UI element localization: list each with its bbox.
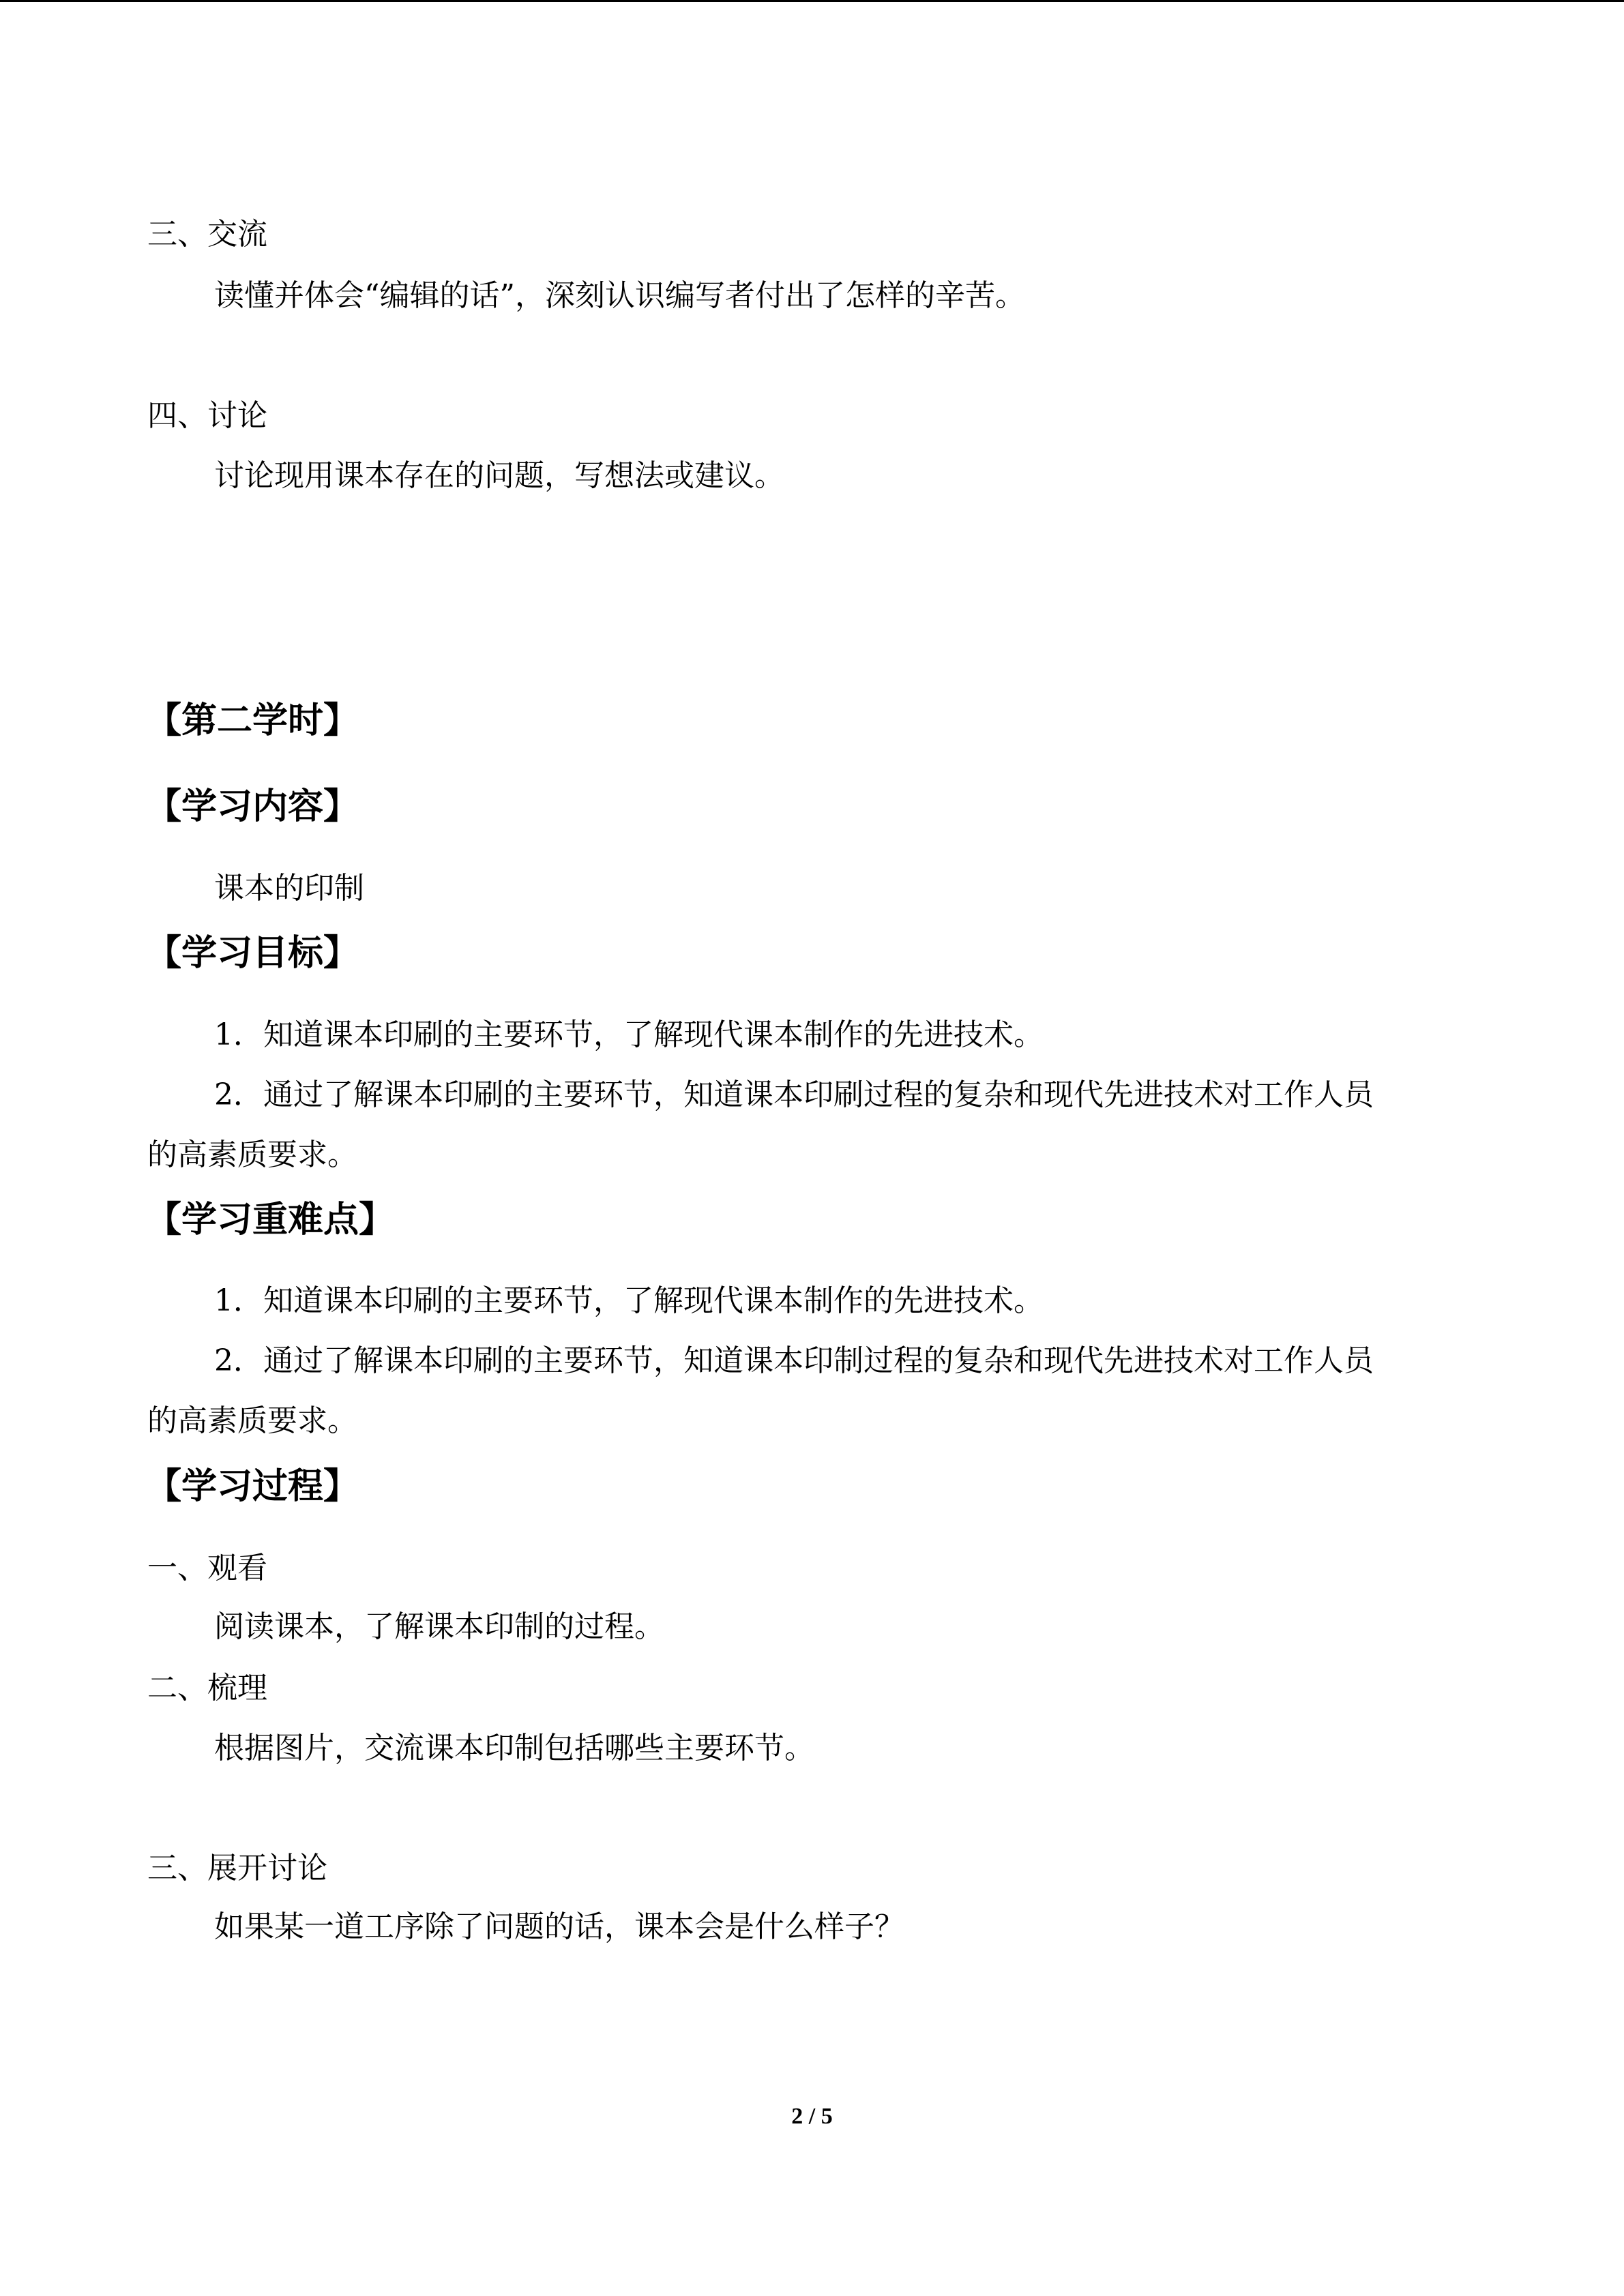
learning-process-heading: 【学习过程】 <box>146 1466 359 1507</box>
second-period-heading: 【第二学时】 <box>146 700 359 741</box>
key-points-heading: 【学习重难点】 <box>146 1199 395 1240</box>
step-2-body: 根据图片，交流课本印制包括哪些主要环节。 <box>214 1731 814 1765</box>
learning-content-body: 课本的印制 <box>214 871 364 906</box>
key-point-1: 1．知道课本印刷的主要环节，了解现代课本制作的先进技术。 <box>214 1283 1044 1318</box>
goal-item-1: 1．知道课本印刷的主要环节，了解现代课本制作的先进技术。 <box>214 1017 1044 1052</box>
section-4-body: 讨论现用课本存在的问题，写想法或建议。 <box>214 458 784 493</box>
step-1-body: 阅读课本，了解课本印制的过程。 <box>214 1609 664 1644</box>
step-3-title: 三、展开讨论 <box>147 1851 327 1885</box>
key-point-2-line-1: 2．通过了解课本印刷的主要环节，知道课本印制过程的复杂和现代先进技术对工作人员 <box>214 1343 1374 1378</box>
step-3-body: 如果某一道工序除了问题的话，课本会是什么样子？ <box>214 1909 904 1944</box>
section-4-title: 四、讨论 <box>147 398 267 433</box>
section-3-body: 读懂并体会“编辑的话”，深刻认识编写者付出了怎样的辛苦。 <box>214 278 1025 313</box>
step-1-title: 一、观看 <box>147 1551 267 1585</box>
page-top-border <box>0 0 1624 2</box>
goal-item-2-line-1: 2．通过了解课本印刷的主要环节，知道课本印刷过程的复杂和现代先进技术对工作人员 <box>214 1077 1374 1112</box>
section-3-title: 三、交流 <box>147 217 267 252</box>
learning-content-heading: 【学习内容】 <box>146 786 359 827</box>
learning-goals-heading: 【学习目标】 <box>146 933 359 974</box>
step-2-title: 二、梳理 <box>147 1671 267 1705</box>
goal-item-2-line-2: 的高素质要求。 <box>147 1137 357 1172</box>
page-number: 2 / 5 <box>791 2104 833 2129</box>
key-point-2-line-2: 的高素质要求。 <box>147 1403 357 1438</box>
